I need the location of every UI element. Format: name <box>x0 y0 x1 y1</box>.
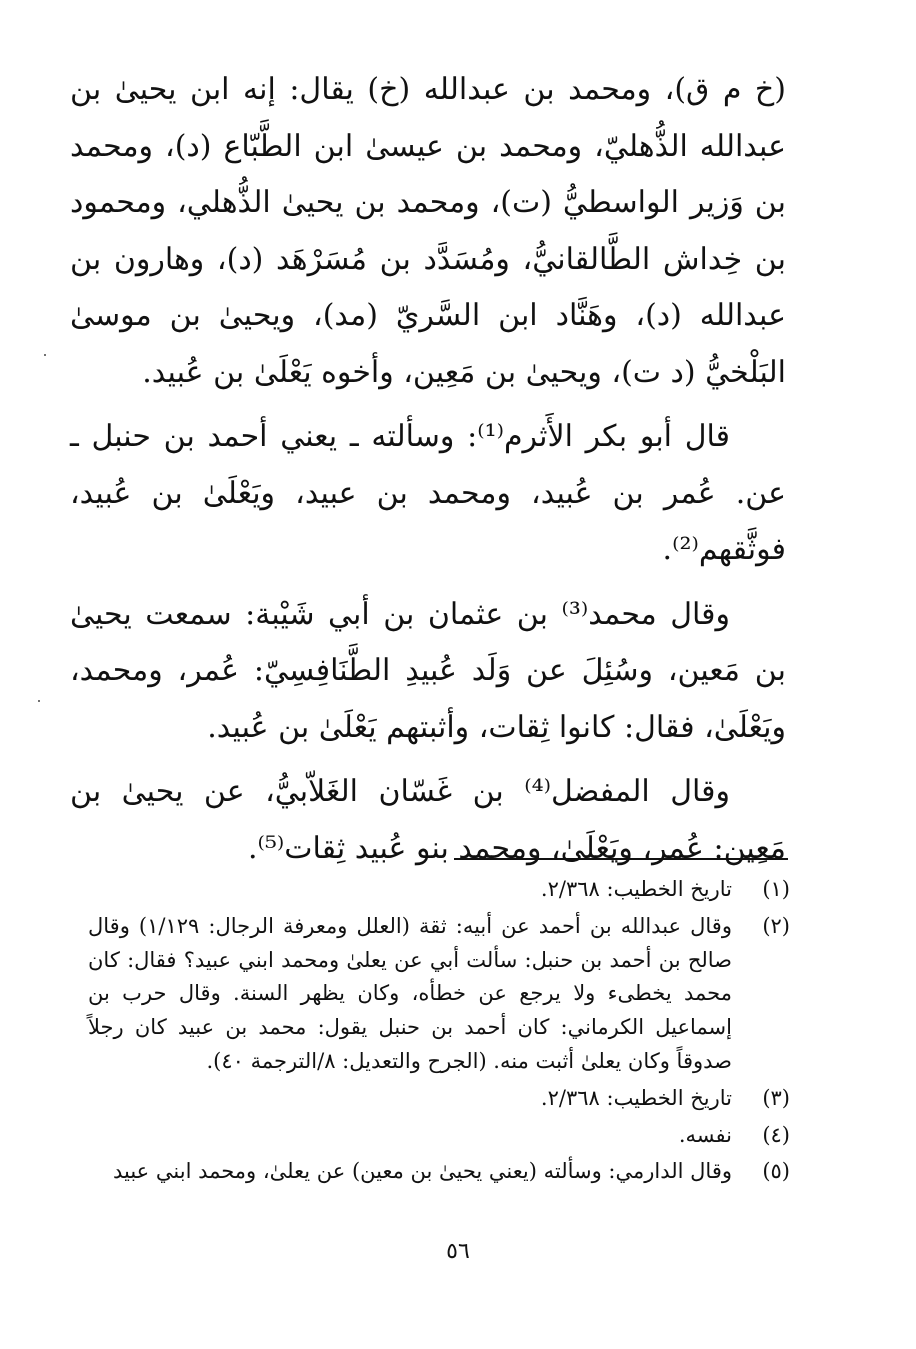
footnote-number: (٥) <box>762 1159 790 1184</box>
footnote-text: وقال الدارمي: وسألته (يعني يحيىٰ بن معين) عن يعلىٰ، ومحمد ابني عبيد <box>112 1159 732 1184</box>
footnote-text: نفسه. <box>678 1122 732 1147</box>
footnote-number: (٣) <box>762 1085 790 1110</box>
footnote-text: تاريخ الخطيب: ٢/٣٦٨. <box>540 1085 732 1110</box>
scan-speck <box>38 700 40 702</box>
footnote-text: وقال عبدالله بن أحمد عن أبيه: ثقة (العلل ومعرفة الرجال: ١/١٢٩) وقال صالح بن أحمد بن حنبل: سألت أبي عن يعلىٰ ومحمد ابني عبيد؟ فقال: كان محمد يخطىء ولا يرجع عن خطأه، وكان يظهر السنة. وقال حرب بن إسماعيل الكرماني: كان أحمد بن حنبل يقول: محمد بن عبيد كان رجلاً صدوقاً وكان يعلىٰ أثبت منه. (الجرح والتعديل: ٨/الترجمة ٤٠). <box>88 913 732 1073</box>
paragraph-mufaddal: وقال المفضل⁽⁴⁾ بن غَسّان الغَلاّبيُّ، عن يحيىٰ بن مَعِين: عُمر، ويَعْلَىٰ، ومحمد بنو عُبيد ثِقات⁽⁵⁾. <box>70 774 786 866</box>
paragraph-narrators-list: (خ م ق)، ومحمد بن عبدالله (خ) يقال: إنه ابن يحيىٰ بن عبدالله الذُّهليّ، ومحمد بن عيسىٰ ابن الطَّبّاع (د)، ومحمد بن وَزير الواسطيُّ (ت)، ومحمد بن يحيىٰ الذُّهلي، ومحمود بن خِداش الطَّالقانيُّ، ومُسَدَّد بن مُسَرْهَد (د)، وهارون بن عبدالله (د)، وهَنَّاد ابن السَّريّ (مد)، ويحيىٰ بن موسىٰ البَلْخيُّ (د ت)، ويحيىٰ بن مَعِين، وأخوه يَعْلَىٰ بن عُبيد. <box>70 72 786 390</box>
paragraph-ibn-abi-shayba: وقال محمد⁽³⁾ بن عثمان بن أبي شَيْبة: سمعت يحيىٰ بن مَعين، وسُئِلَ عن وَلَد عُبيدِ الطَّنَافِسِيّ: عُمر، ومحمد، ويَعْلَىٰ، فقال: كانوا ثِقات، وأثبتهم يَعْلَىٰ بن عُبيد. <box>70 596 786 745</box>
footnote-number: (٤) <box>762 1122 790 1147</box>
footnote <box>88 1119 790 1153</box>
footnote-divider <box>454 858 788 860</box>
footnote <box>88 1082 790 1116</box>
paragraph-athram: قال أبو بكر الأَثرم⁽¹⁾: وسألته ـ يعني أحمد بن حنبل ـ عن. عُمر بن عُبيد، ومحمد بن عبيد، ويَعْلَىٰ بن عُبيد، فوثَّقهم⁽²⁾. <box>70 419 786 567</box>
footnote-number: (٢) <box>762 913 790 938</box>
footnote-text: تاريخ الخطيب: ٢/٣٦٨. <box>540 877 732 901</box>
footnote <box>88 910 790 1079</box>
main-text <box>70 62 786 877</box>
footnotes <box>88 873 790 1192</box>
footnote <box>88 873 790 907</box>
page-number: ٥٦ <box>446 1239 470 1264</box>
footnote <box>88 1155 790 1189</box>
scan-speck <box>44 354 46 356</box>
footnote-number: (١) <box>762 877 790 901</box>
